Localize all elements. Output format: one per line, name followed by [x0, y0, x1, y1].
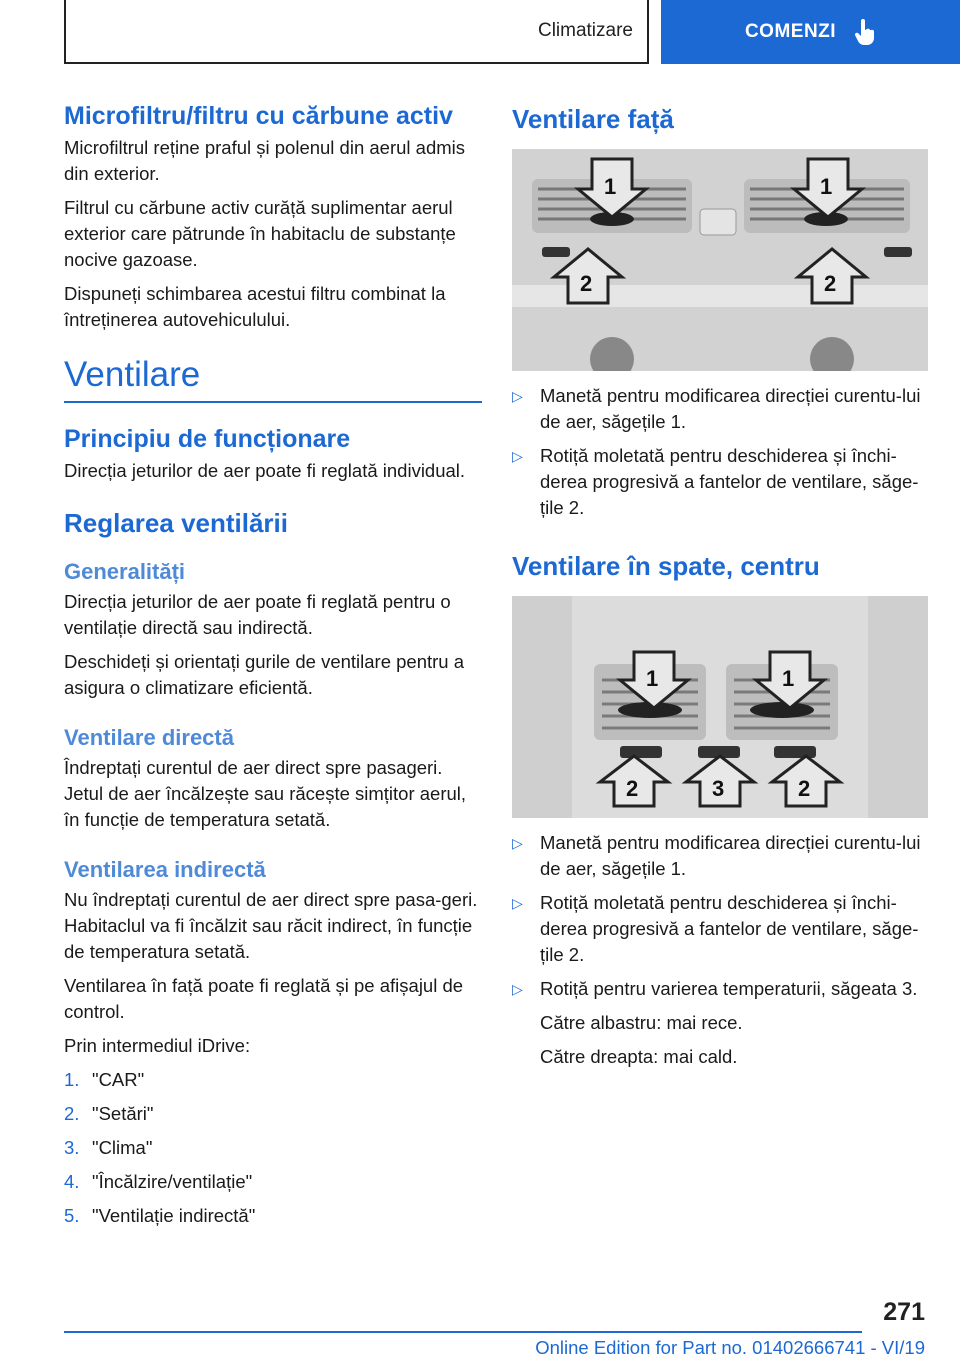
step-number: 4.	[64, 1171, 80, 1192]
callout-2: 2	[580, 271, 593, 296]
callout-3: 3	[712, 776, 725, 801]
item-text: Rotiță pentru varierea temperaturii, săgeata 3.	[540, 978, 918, 999]
heading-reglare: Reglarea ventilării	[64, 508, 288, 538]
step-text: "Ventilație indirectă"	[92, 1205, 256, 1226]
paragraph: Deschideți și orientați gurile de ventilare pentru a asigura o climatizare eficientă.	[64, 651, 465, 698]
step-text: "Clima"	[92, 1137, 153, 1158]
list-item	[64, 1101, 482, 1127]
right-column	[512, 102, 928, 1078]
list-item	[64, 1203, 482, 1229]
triangle-bullet-icon: ▷	[512, 448, 523, 464]
item-text: Rotiță moletată pentru deschiderea și închi‐derea progresivă a fantelor de ventilare, săge‐țile 2.	[540, 445, 919, 518]
list-item	[64, 1169, 482, 1195]
paragraph: Prin intermediul iDrive:	[64, 1035, 251, 1056]
item-text: Rotiță moletată pentru deschiderea și închi‐derea progresivă a fantelor de ventilare, săge‐țile 2.	[540, 892, 919, 965]
list-item	[512, 976, 928, 1002]
heading-generalitati: Generalități	[64, 559, 186, 584]
paragraph: Filtrul cu cărbune activ curăță suplimentar aerul exterior care pătrunde în habitaclu de substanțe nocive gazoase.	[64, 197, 456, 270]
list-item	[512, 383, 928, 435]
heading-indirecta: Ventilarea indirectă	[64, 857, 266, 882]
callout-2: 2	[824, 271, 837, 296]
callout-1: 1	[646, 666, 659, 691]
paragraph: Dispuneți schimbarea acestui filtru combinat la întreținerea autovehiculului.	[64, 283, 446, 330]
section-title: Climatizare	[537, 20, 633, 41]
triangle-bullet-icon: ▷	[512, 388, 523, 404]
page-number: 271	[883, 1298, 925, 1326]
list-item	[512, 443, 928, 521]
pointing-hand-icon	[854, 19, 876, 45]
step-number: 5.	[64, 1205, 80, 1226]
heading-principiu: Principiu de funcționare	[64, 425, 351, 453]
paragraph: Ventilarea în față poate fi reglată și pe afișajul de control.	[64, 975, 464, 1022]
paragraph: Direcția jeturilor de aer poate fi reglată pentru o ventilație directă sau indirectă.	[64, 591, 451, 638]
paragraph: Direcția jeturilor de aer poate fi reglată individual.	[64, 460, 466, 481]
callout-2: 2	[626, 776, 639, 801]
step-number: 3.	[64, 1137, 80, 1158]
list-item	[512, 830, 928, 882]
paragraph: Nu îndreptați curentul de aer direct spre pasa‐geri. Habitaclul va fi încălzit sau răcit indirect, în funcție de temperatura setată.	[64, 889, 478, 962]
list-item	[64, 1135, 482, 1161]
paragraph: Microfiltrul reține praful și polenul din aerul admis din exterior.	[64, 137, 466, 184]
step-text: "Setări"	[92, 1103, 154, 1124]
note-colder: Către albastru: mai rece.	[540, 1012, 743, 1033]
step-text: "CAR"	[92, 1069, 145, 1090]
callout-1: 1	[820, 174, 833, 199]
header-section	[64, 0, 649, 64]
triangle-bullet-icon: ▷	[512, 981, 523, 997]
callout-2: 2	[798, 776, 811, 801]
idrive-steps	[64, 1067, 482, 1229]
note-warmer: Către dreapta: mai cald.	[540, 1046, 738, 1067]
triangle-bullet-icon: ▷	[512, 895, 523, 911]
paragraph: Îndreptați curentul de aer direct spre pasageri. Jetul de aer încălzește sau răcește simțitor aerul, în funcție de temperatura setată.	[64, 757, 467, 830]
rear-legend	[512, 830, 928, 1002]
tab-label: COMENZI	[744, 21, 837, 42]
rear-vents-image	[512, 596, 928, 818]
heading-filter: Microfiltru/filtru cu cărbune activ	[64, 102, 453, 130]
step-number: 2.	[64, 1103, 80, 1124]
header-tab-comenzi[interactable]	[661, 0, 960, 64]
item-text: Manetă pentru modificarea direcției curentu‐lui de aer, săgețile 1.	[540, 385, 921, 432]
heading-fata: Ventilare față	[512, 104, 674, 134]
footer-edition: Online Edition for Part no. 01402666741 - VI/19	[535, 1337, 925, 1358]
step-text: "Încălzire/ventilație"	[92, 1171, 253, 1192]
front-vents-image	[512, 149, 928, 371]
item-text: Manetă pentru modificarea direcției curentu‐lui de aer, săgețile 1.	[540, 832, 921, 879]
triangle-bullet-icon: ▷	[512, 835, 523, 851]
heading-ventilare: Ventilare	[64, 355, 482, 403]
list-item	[64, 1067, 482, 1093]
callout-1: 1	[782, 666, 795, 691]
heading-spate: Ventilare în spate, centru	[512, 551, 820, 581]
list-item	[512, 890, 928, 968]
step-number: 1.	[64, 1069, 80, 1090]
footer-divider	[64, 1331, 862, 1333]
left-column	[64, 102, 482, 1237]
heading-directa: Ventilare directă	[64, 725, 234, 750]
callout-1: 1	[604, 174, 617, 199]
front-legend	[512, 383, 928, 521]
